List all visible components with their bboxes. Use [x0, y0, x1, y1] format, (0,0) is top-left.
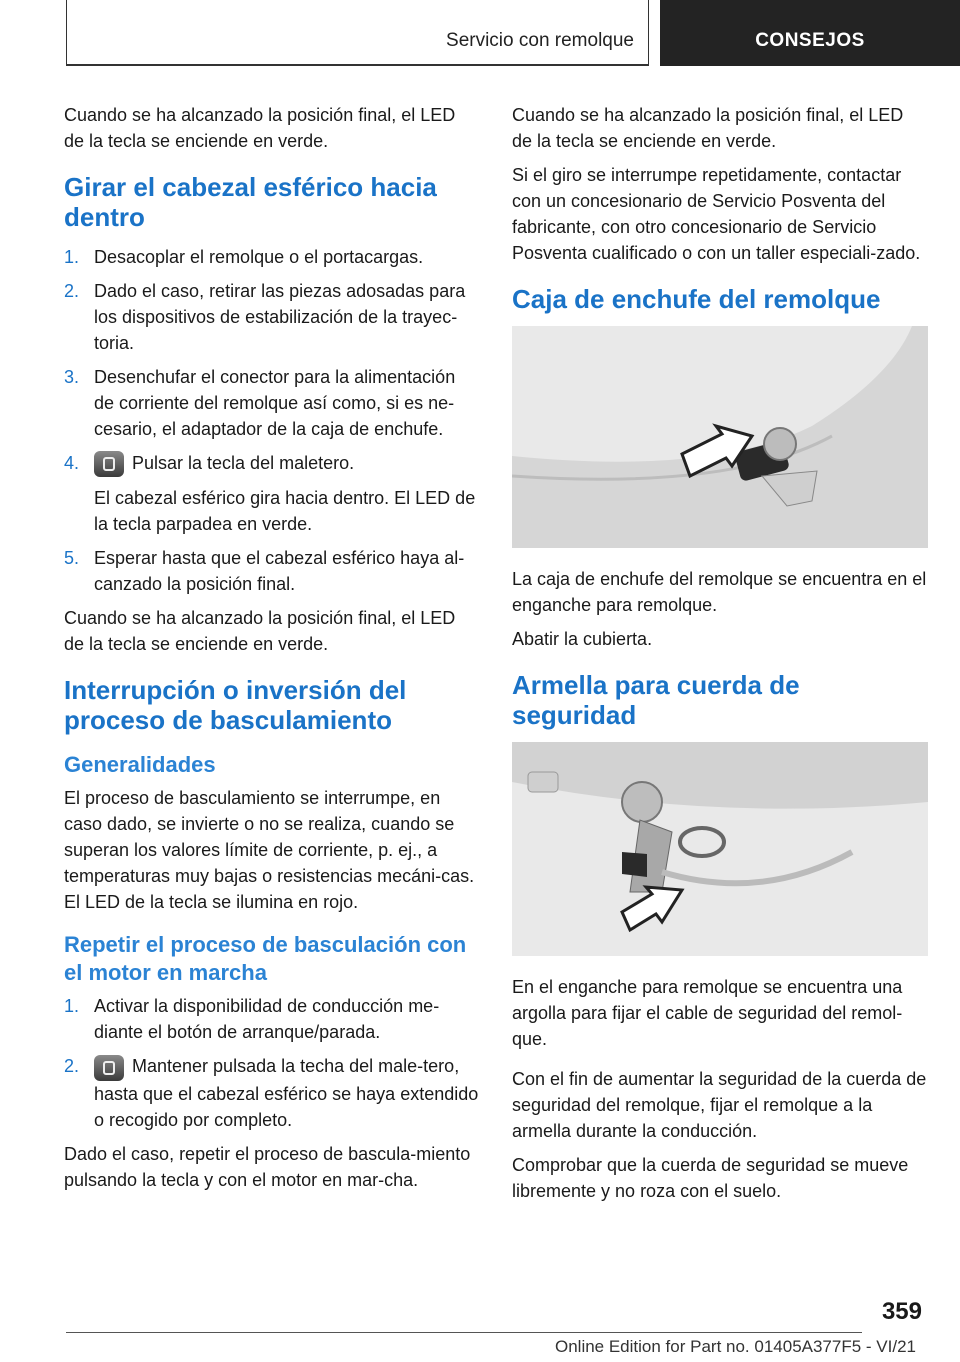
paragraph: Abatir la cubierta. [512, 629, 653, 649]
heading-repetir: Repetir el proceso de basculación con el motor en marcha [64, 932, 467, 986]
left-column [64, 102, 480, 1201]
header-divider [66, 64, 648, 66]
paragraph: El proceso de basculamiento se interrumpe, en caso dado, se invierte o no se realiza, cuando se superan los valores límite de corriente, p. ej., a temperaturas muy bajas o resistencias mecáni-cas. El LED de la tecla se ilumina en rojo. [64, 788, 475, 913]
step-number: 4. [64, 453, 80, 473]
list-item [64, 1053, 480, 1132]
paragraph: Si el giro se interrumpe repetidamente, contactar con un concesionario de Servicio Posventa del fabricante, con otro concesionario de Servicio Posventa cualificado o con un taller especiali-zado. [512, 165, 921, 263]
list-item [64, 450, 480, 537]
heading-girar: Girar el cabezal esférico hacia dentro [64, 172, 437, 232]
step-number: 1. [64, 247, 80, 267]
edition-info: Online Edition for Part no. 01405A377F5 - VI/21 [554, 1337, 916, 1356]
socket-illustration [512, 326, 928, 548]
list-item [64, 244, 480, 270]
step-text: Activar la disponibilidad de conducción me-diante el botón de arranque/parada. [94, 996, 440, 1043]
section-title: Servicio con remolque [446, 30, 634, 51]
footer-divider [66, 1332, 862, 1333]
paragraph: Comprobar que la cuerda de seguridad se mueve libremente y no roza con el suelo. [512, 1155, 909, 1201]
header-divider [648, 0, 649, 66]
trunk-button-icon [94, 1055, 124, 1081]
safety-eyelet-image [512, 742, 928, 956]
step-text: Mantener pulsada la techa del male-tero, hasta que el cabezal esférico se haya extendido o recogido por completo. [94, 1056, 479, 1130]
paragraph: Con el fin de aumentar la seguridad de la cuerda de seguridad del remolque, fijar el remolque a la armella durante la conducción. [512, 1069, 927, 1141]
tow-hitch-socket-image [512, 326, 928, 548]
step-number: 2. [64, 281, 80, 301]
step-number: 1. [64, 996, 80, 1017]
page-number: 359 [881, 1298, 922, 1325]
step-number: 3. [64, 367, 80, 387]
chapter-tab[interactable] [660, 0, 960, 66]
eyelet-illustration [512, 742, 928, 956]
paragraph: Cuando se ha alcanzado la posición final, el LED de la tecla se enciende en verde. [64, 608, 456, 655]
step-subtext: El cabezal esférico gira hacia dentro. El LED de la tecla parpadea en verde. [94, 488, 476, 535]
paragraph: Dado el caso, repetir el proceso de bascula-miento pulsando la tecla y con el motor en mar-cha. [64, 1143, 471, 1190]
header-divider [66, 0, 67, 64]
heading-generalidades: Generalidades [64, 752, 216, 778]
list-item [64, 545, 480, 597]
list-item [64, 993, 480, 1045]
step-text: Desacoplar el remolque o el portacargas. [94, 247, 424, 267]
heading-caja: Caja de enchufe del remolque [512, 284, 881, 314]
list-item [64, 364, 480, 442]
trunk-button-icon [94, 451, 124, 477]
step-text: Pulsar la tecla del maletero. [132, 453, 355, 473]
chapter-tab-label: CONSEJOS [755, 30, 865, 51]
paragraph: Cuando se ha alcanzado la posición final, el LED de la tecla se enciende en verde. [64, 105, 456, 151]
step-number: 5. [64, 548, 80, 569]
step-text: Esperar hasta que el cabezal esférico haya al-canzado la posición final. [94, 548, 465, 595]
heading-armella: Armella para cuerda de seguridad [512, 670, 800, 730]
list-item [64, 278, 480, 356]
step-text: Dado el caso, retirar las piezas adosadas para los dispositivos de estabilización de la trayec-toria. [94, 281, 466, 353]
steps-girar [64, 244, 480, 597]
paragraph: En el enganche para remolque se encuentra una argolla para fijar el cable de seguridad del remol-que. [512, 977, 903, 1049]
paragraph: Cuando se ha alcanzado la posición final, el LED de la tecla se enciende en verde. [512, 105, 904, 151]
step-number: 2. [64, 1056, 80, 1077]
step-text: Desenchufar el conector para la alimentación de corriente del remolque así como, si es ne-cesario, el adaptador de la caja de enchufe. [94, 367, 456, 439]
steps-repetir [64, 993, 480, 1132]
page-header [0, 0, 960, 66]
right-column [512, 102, 928, 1212]
paragraph: La caja de enchufe del remolque se encuentra en el enganche para remolque. [512, 569, 927, 615]
heading-interrupcion: Interrupción o inversión del proceso de basculamiento [64, 675, 407, 736]
